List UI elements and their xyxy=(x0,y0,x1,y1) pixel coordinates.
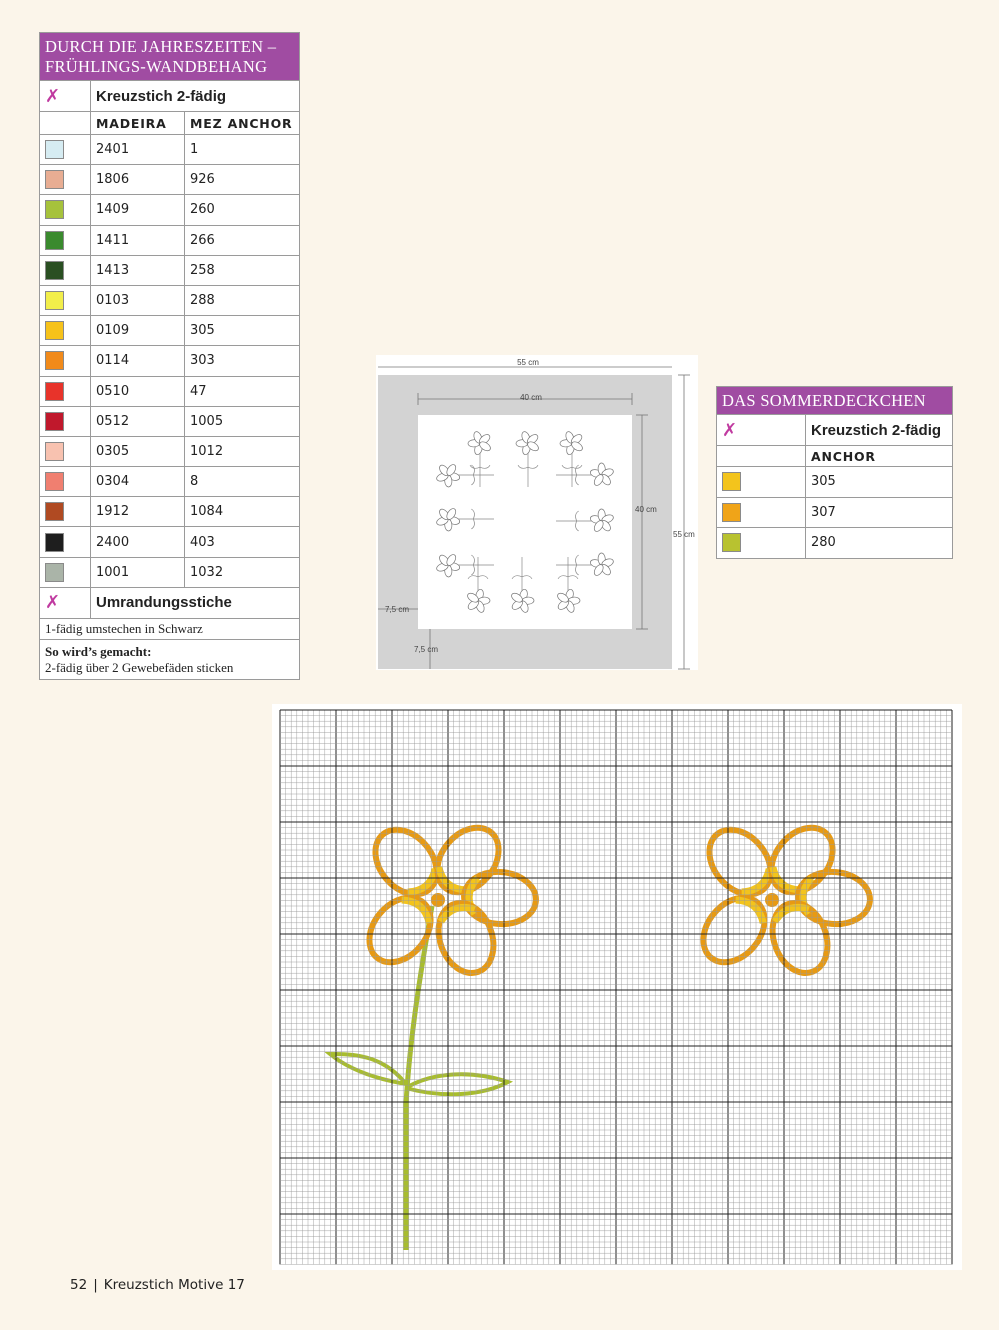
table-title: DAS SOMMERDECKCHEN xyxy=(717,387,952,414)
anchor-number: 266 xyxy=(190,232,215,248)
stitch-label: Kreuzstich 2-fädig xyxy=(96,87,227,105)
madeira-number: 0304 xyxy=(91,467,185,496)
cross-stitch-icon: ✗ xyxy=(40,81,91,111)
cross-stitch-icon: ✗ xyxy=(717,415,806,445)
material-table-sommerdeckchen xyxy=(716,386,953,559)
color-swatch xyxy=(722,472,741,491)
cross-stitch-icon: ✗ xyxy=(40,588,91,618)
anchor-number: 1032 xyxy=(190,564,224,580)
madeira-number: 1912 xyxy=(91,497,185,526)
anchor-number: 280 xyxy=(811,535,836,551)
layout-diagram xyxy=(376,355,698,670)
color-swatch xyxy=(45,170,64,189)
color-swatch xyxy=(45,231,64,250)
outline-label: Umrandungsstiche xyxy=(96,594,232,612)
stitch-label: Kreuzstich 2-fädig xyxy=(811,421,942,439)
book-title: Kreuzstich Motive 17 xyxy=(103,1277,245,1293)
color-swatch xyxy=(45,563,64,582)
anchor-number: 260 xyxy=(190,202,215,218)
color-swatch xyxy=(722,503,741,522)
color-swatch xyxy=(45,140,64,159)
madeira-number: 0512 xyxy=(91,407,185,436)
table-row xyxy=(717,497,952,528)
table-row xyxy=(717,466,952,497)
color-swatch xyxy=(45,472,64,491)
stitch-row xyxy=(40,80,299,111)
dim-inner-height: 40 cm xyxy=(635,505,657,514)
outline-note-row xyxy=(40,618,299,639)
color-swatch xyxy=(45,442,64,461)
madeira-number: 1411 xyxy=(91,226,185,255)
anchor-number: 47 xyxy=(190,383,207,399)
dim-margin-bottom: 7,5 cm xyxy=(414,645,439,654)
table-row xyxy=(40,376,299,406)
table-row xyxy=(40,225,299,255)
color-swatch xyxy=(45,351,64,370)
color-swatch xyxy=(45,382,64,401)
table-row xyxy=(40,436,299,466)
anchor-number: 1 xyxy=(190,142,199,158)
color-rows xyxy=(40,134,299,587)
column-header-anchor: ANCHOR xyxy=(811,448,876,464)
table-row xyxy=(40,134,299,164)
madeira-number: 1806 xyxy=(91,165,185,194)
table-row xyxy=(40,255,299,285)
anchor-number: 8 xyxy=(190,474,199,490)
anchor-number: 926 xyxy=(190,172,215,188)
table-row xyxy=(40,557,299,587)
outline-note: 1-fädig umstechen in Schwarz xyxy=(45,620,203,636)
column-header-anchor: MEZ ANCHOR xyxy=(190,115,293,131)
dim-outer-height: 55 cm xyxy=(673,530,695,539)
howto-title: So wird’s gemacht: xyxy=(45,643,152,659)
table-row xyxy=(40,315,299,345)
anchor-number: 307 xyxy=(811,504,836,520)
table-row xyxy=(40,526,299,556)
column-header-madeira: MADEIRA xyxy=(91,112,185,134)
anchor-number: 1012 xyxy=(190,443,224,459)
madeira-number: 0103 xyxy=(91,286,185,315)
howto-text: 2-fädig über 2 Gewebefäden sticken xyxy=(45,659,234,675)
anchor-number: 288 xyxy=(190,293,215,309)
color-swatch xyxy=(45,291,64,310)
table-title: DURCH DIE JAHRESZEITEN – FRÜHLINGS-WANDBEHANG xyxy=(40,33,299,80)
dim-outer-width: 55 cm xyxy=(517,358,539,367)
madeira-number: 0305 xyxy=(91,437,185,466)
table-row xyxy=(40,194,299,224)
madeira-number: 1413 xyxy=(91,256,185,285)
color-swatch xyxy=(45,200,64,219)
table-row xyxy=(40,345,299,375)
page-footer: 52 | Kreuzstich Motive 17 xyxy=(70,1277,245,1293)
color-swatch xyxy=(45,533,64,552)
color-swatch xyxy=(45,261,64,280)
anchor-number: 1005 xyxy=(190,413,224,429)
dim-margin-left: 7,5 cm xyxy=(385,605,410,614)
anchor-number: 403 xyxy=(190,534,215,550)
anchor-number: 1084 xyxy=(190,504,224,520)
column-header-row xyxy=(40,111,299,134)
howto-row xyxy=(40,639,299,679)
table-row xyxy=(40,406,299,436)
madeira-number: 1409 xyxy=(91,195,185,224)
color-swatch xyxy=(45,321,64,340)
madeira-number: 0510 xyxy=(91,377,185,406)
madeira-number: 0109 xyxy=(91,316,185,345)
anchor-number: 258 xyxy=(190,262,215,278)
color-swatch xyxy=(45,412,64,431)
table-row xyxy=(40,466,299,496)
material-table-wandbehang xyxy=(39,32,300,680)
stitch-row xyxy=(717,414,952,445)
outline-row xyxy=(40,587,299,618)
column-header-row xyxy=(717,445,952,466)
madeira-number: 0114 xyxy=(91,346,185,375)
cross-stitch-chart xyxy=(272,704,962,1270)
color-swatch xyxy=(722,533,741,552)
madeira-number: 2401 xyxy=(91,135,185,164)
color-rows xyxy=(717,466,952,558)
anchor-number: 305 xyxy=(190,323,215,339)
anchor-number: 303 xyxy=(190,353,215,369)
color-swatch xyxy=(45,502,64,521)
table-row xyxy=(40,164,299,194)
table-row xyxy=(40,496,299,526)
anchor-number: 305 xyxy=(811,474,836,490)
madeira-number: 2400 xyxy=(91,527,185,556)
page-number: 52 xyxy=(70,1277,88,1293)
dim-inner-width: 40 cm xyxy=(520,393,542,402)
chart-grid xyxy=(280,710,952,1264)
madeira-number: 1001 xyxy=(91,558,185,587)
table-row xyxy=(40,285,299,315)
table-row xyxy=(717,527,952,558)
